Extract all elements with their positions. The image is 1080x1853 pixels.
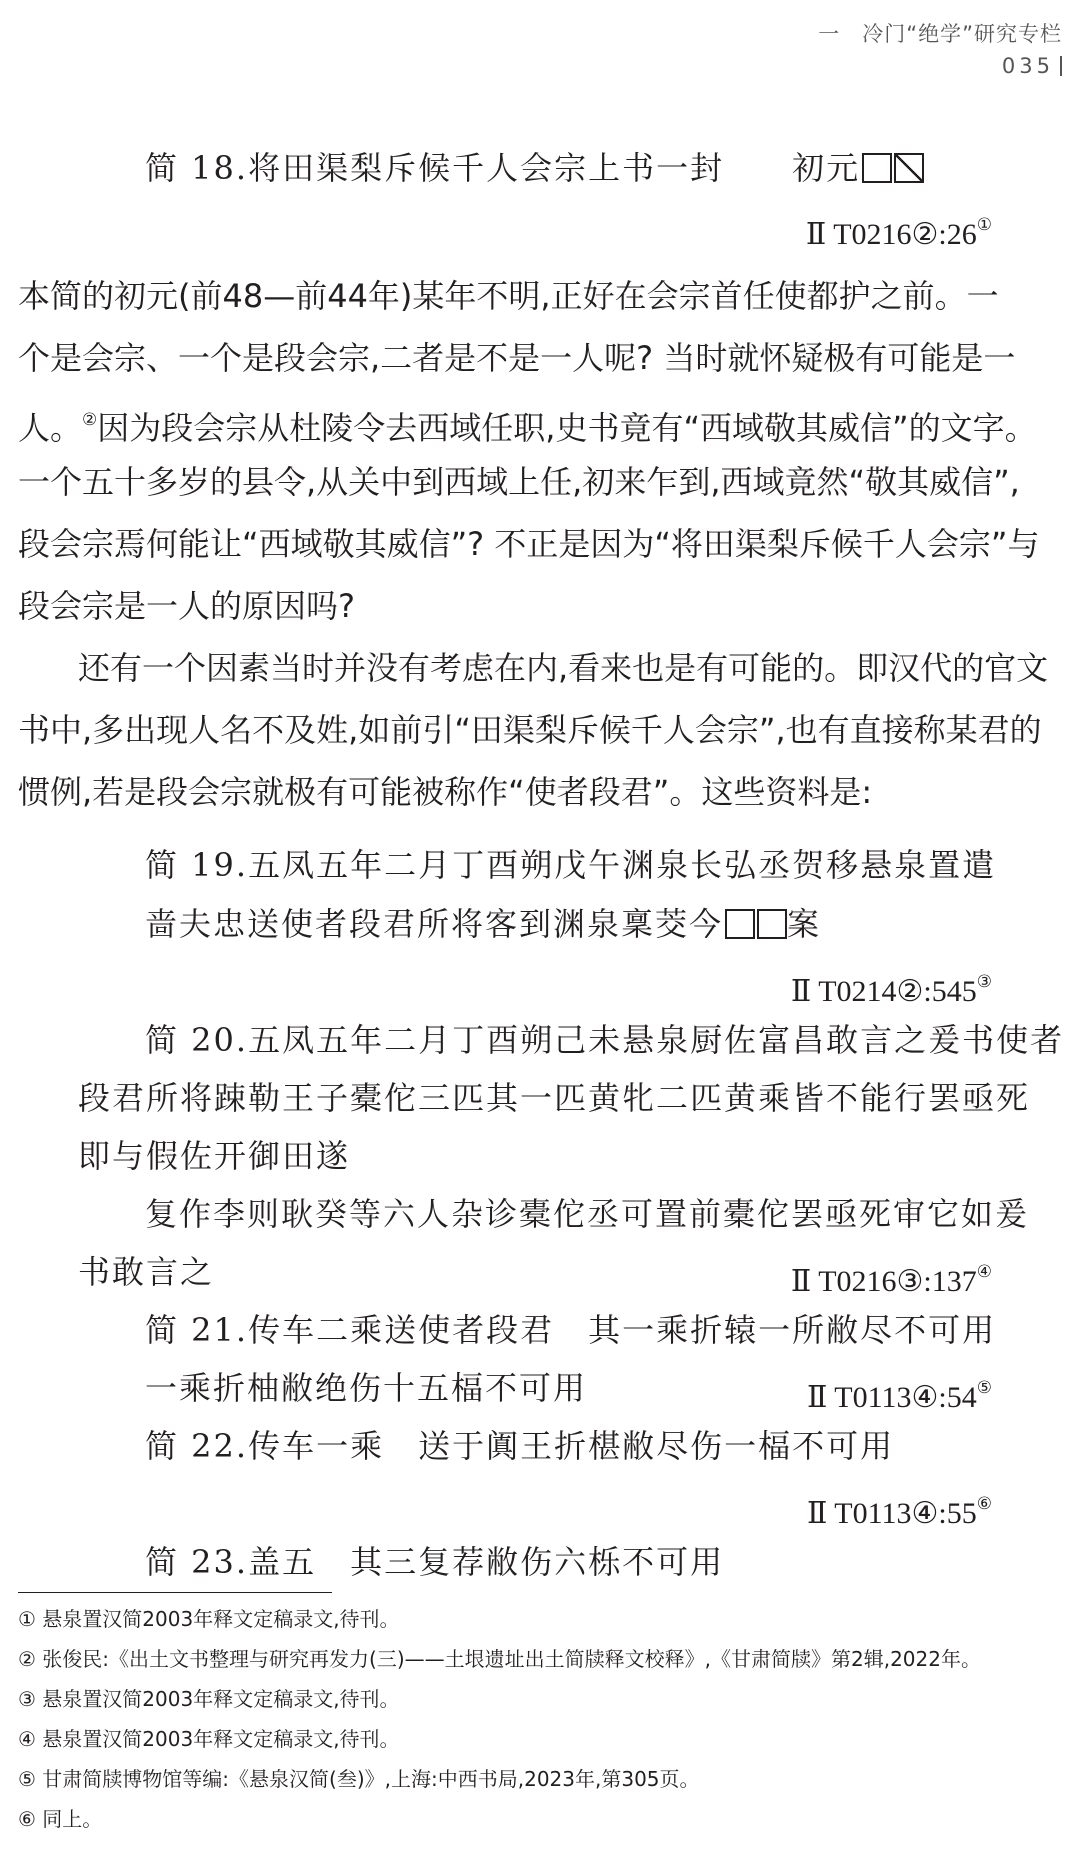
- slip-18-ref: Ⅱ T0216②:26①: [805, 215, 992, 251]
- footnote: ② 张俊民:《出土文书整理与研究再发力(三)——土垠遗址出土简牍释文校释》,《甘肃简牍》第2辑,2022年。: [18, 1647, 981, 1671]
- footnote-rule: [18, 1592, 332, 1593]
- illegible-char-box: [862, 153, 892, 183]
- slip-19-ref: Ⅱ T0214②:545③: [790, 972, 992, 1008]
- slip-22-ref: Ⅱ T0113④:55⑥: [806, 1494, 992, 1530]
- footnote: ④ 悬泉置汉简2003年释文定稿录文,待刊。: [18, 1727, 400, 1751]
- footnote-marker: ③: [976, 972, 992, 991]
- para-1-line: 一个五十多岁的县令,从关中到西域上任,初来乍到,西域竟然“敬其威信”,: [18, 463, 1020, 501]
- slip-22-text: 简 22.传车一乘 送于阗王折椹敝尽伤一楅不可用: [145, 1427, 895, 1465]
- slip-21-ref: Ⅱ T0113④:54⑤: [806, 1378, 992, 1414]
- footnote: ① 悬泉置汉简2003年释文定稿录文,待刊。: [18, 1607, 400, 1631]
- illegible-char-box-struck: [894, 153, 924, 183]
- footnote: ③ 悬泉置汉简2003年释文定稿录文,待刊。: [18, 1687, 400, 1711]
- footnote-marker: ⑤: [976, 1378, 992, 1397]
- para-2-line: 惯例,若是段会宗就极有可能被称作“使者段君”。这些资料是:: [18, 773, 873, 811]
- slip-23-text: 简 23.盖五 其三复荐敝伤六栎不可用: [145, 1543, 725, 1581]
- slip-20-line: 段君所将踈勒王子橐佗三匹其一匹黄牝二匹黄乘皆不能行罢亟死: [78, 1079, 1031, 1117]
- slip-19-line: 啬夫忠送使者段君所将客到渊泉稟茭今 案: [145, 905, 822, 943]
- slip-20-line: 即与假佐开御田遂: [78, 1137, 351, 1175]
- footnote-marker: ①: [976, 215, 992, 234]
- para-1-line: 段会宗焉何能让“西域敬其威信”? 不正是因为“将田渠梨斥候千人会宗”与: [18, 525, 1040, 563]
- para-2-line: 书中,多出现人名不及姓,如前引“田渠梨斥候千人会宗”,也有直接称某君的: [18, 711, 1042, 749]
- column-title: 一 冷门“绝学”研究专栏: [818, 22, 1062, 46]
- para-1-line: 段会宗是一人的原因吗?: [18, 587, 355, 625]
- footnote-marker: ⑥: [976, 1494, 992, 1513]
- slip-18-text: 简 18.将田渠梨斥候千人会宗上书一封 初元: [145, 148, 924, 188]
- para-1-line: 人。②因为段会宗从杜陵令去西域任职,史书竟有“西域敬其威信”的文字。: [18, 409, 1037, 447]
- footnote: ⑥ 同上。: [18, 1807, 103, 1831]
- header-divider: [1060, 56, 1062, 76]
- slip-19-line: 简 19.五凤五年二月丁酉朔戊午渊泉长弘丞贺移悬泉置遣: [145, 846, 997, 884]
- page-number: 035: [1001, 54, 1054, 78]
- footnote: ⑤ 甘肃简牍博物馆等编:《悬泉汉简(叁)》,上海:中西书局,2023年,第305页。: [18, 1767, 700, 1791]
- slip-20-line: 复作李则耿癸等六人杂诊橐佗丞可置前橐佗罢亟死审它如爰: [145, 1195, 1030, 1233]
- footnote-marker: ②: [82, 410, 98, 430]
- illegible-char-box: [757, 909, 787, 939]
- slip-21-line: 简 21.传车二乘送使者段君 其一乘折辕一所敝尽不可用: [145, 1311, 997, 1349]
- para-1-line: 本简的初元(前48—前44年)某年不明,正好在会宗首任使都护之前。一: [18, 277, 999, 315]
- running-header: [818, 18, 1062, 78]
- slip-20-line: 简 20.五凤五年二月丁酉朔己未悬泉厨佐富昌敢言之爰书使者: [145, 1021, 1065, 1059]
- slip-20-ref: Ⅱ T0216③:137④: [790, 1262, 992, 1298]
- footnote-marker: ④: [976, 1262, 992, 1281]
- para-1-line: 个是会宗、一个是段会宗,二者是不是一人呢? 当时就怀疑极有可能是一: [18, 339, 1016, 377]
- slip-20-line: 书敢言之: [78, 1253, 215, 1291]
- para-2-line: 还有一个因素当时并没有考虑在内,看来也是有可能的。即汉代的官文: [78, 649, 1049, 687]
- slip-21-line: 一乘折柚敝绝伤十五楅不可用: [145, 1369, 588, 1407]
- illegible-char-box: [725, 909, 755, 939]
